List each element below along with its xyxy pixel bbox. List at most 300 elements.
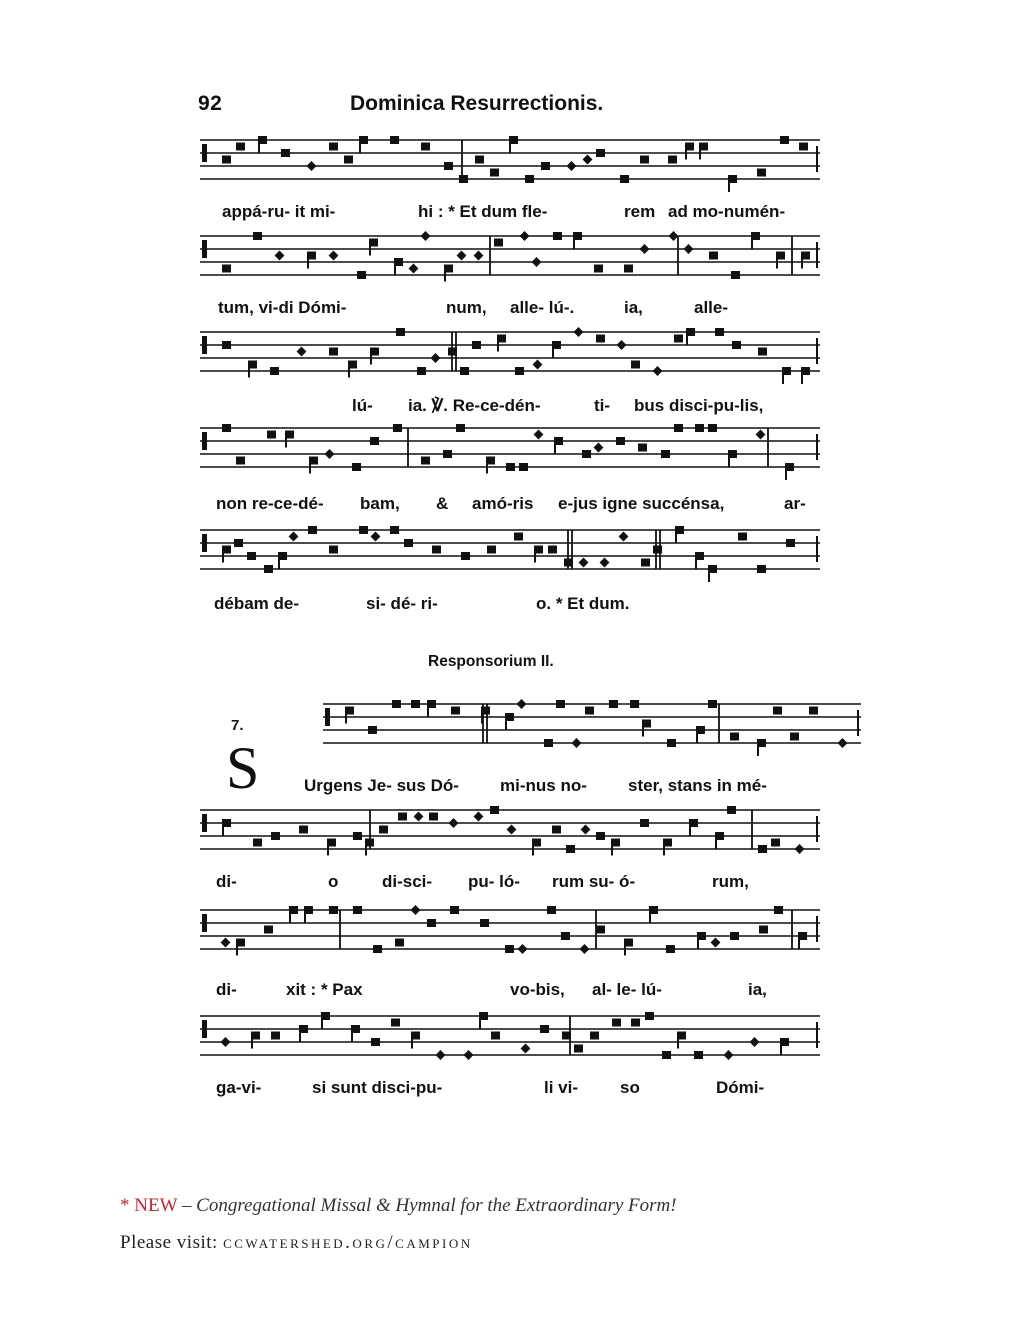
lyric-syllable: pu- ló- xyxy=(468,872,520,891)
neume xyxy=(663,839,672,856)
neume xyxy=(708,424,717,432)
neume xyxy=(782,367,791,384)
neume xyxy=(579,558,589,568)
neume xyxy=(299,826,308,834)
lyric-syllable: ti- xyxy=(594,396,611,415)
lyric-syllable: ad mo-numén- xyxy=(668,202,786,221)
neume xyxy=(757,169,766,177)
neume xyxy=(509,136,518,153)
neume xyxy=(258,136,267,153)
neume xyxy=(641,559,650,567)
neume xyxy=(490,169,499,177)
neume xyxy=(695,424,704,432)
footer-visit xyxy=(120,1232,473,1254)
neume xyxy=(684,244,694,254)
neume xyxy=(661,450,670,458)
neume xyxy=(475,156,484,164)
neume xyxy=(449,818,459,828)
lyric-syllable: so xyxy=(620,1078,640,1097)
neume xyxy=(505,713,514,730)
neume xyxy=(299,1025,308,1042)
neume xyxy=(297,347,307,357)
lyric-syllable: ar- xyxy=(784,494,806,513)
neume xyxy=(329,546,338,554)
lyric-syllable: o xyxy=(328,872,339,891)
neume xyxy=(460,367,469,375)
neume xyxy=(780,1038,789,1055)
neume xyxy=(738,533,747,541)
neume xyxy=(556,700,565,708)
neume xyxy=(490,806,499,814)
lyric-syllable: non re-ce-dé- xyxy=(216,494,324,513)
lyric-line xyxy=(200,202,820,226)
neume xyxy=(351,1025,360,1042)
lyric-syllable: alle- lú-. xyxy=(510,298,575,317)
neume xyxy=(345,707,354,724)
neume xyxy=(456,424,465,432)
neume xyxy=(727,806,736,814)
neume xyxy=(474,251,484,261)
clef-mark xyxy=(202,240,207,258)
lyric-syllable: xit : * Pax xyxy=(286,980,363,999)
neume xyxy=(267,431,276,439)
staff-lines xyxy=(282,700,902,752)
neume xyxy=(585,707,594,715)
neume xyxy=(521,1044,531,1054)
neume xyxy=(697,932,706,949)
neume xyxy=(640,156,649,164)
neume xyxy=(631,1019,640,1027)
chant-staff xyxy=(282,700,820,752)
neume xyxy=(547,906,556,914)
neume xyxy=(395,939,404,947)
neume xyxy=(373,945,382,953)
footer-url-link[interactable]: ccwatershed.org/campion xyxy=(223,1232,473,1253)
neume xyxy=(411,905,421,915)
initial-letter: S xyxy=(226,735,260,801)
neume xyxy=(359,136,368,153)
lyric-line xyxy=(200,298,820,322)
neume xyxy=(669,231,679,241)
neume xyxy=(234,539,243,547)
neume xyxy=(222,819,231,836)
neume xyxy=(369,239,378,256)
neume xyxy=(799,143,808,151)
lyric-syllable: si sunt disci-pu- xyxy=(312,1078,443,1097)
neume xyxy=(392,700,401,708)
neume xyxy=(773,707,782,715)
staff-lines xyxy=(200,232,820,284)
neume xyxy=(596,832,605,840)
neume xyxy=(596,926,605,934)
neume xyxy=(247,552,256,560)
neume xyxy=(653,546,662,554)
neume xyxy=(757,739,766,756)
neume xyxy=(624,265,633,273)
neume xyxy=(271,832,280,840)
neume xyxy=(750,1037,760,1047)
neume xyxy=(515,367,524,375)
neume xyxy=(352,463,361,471)
neume xyxy=(532,839,541,856)
neume xyxy=(432,546,441,554)
neume xyxy=(534,546,543,563)
neume xyxy=(474,812,484,822)
neume xyxy=(795,844,805,854)
neume xyxy=(724,1050,734,1060)
neume xyxy=(448,348,457,356)
neume xyxy=(411,1032,420,1049)
neume xyxy=(222,156,231,164)
neume xyxy=(786,539,795,547)
lyric-syllable: Dómi- xyxy=(716,1078,765,1097)
clef-mark xyxy=(325,708,330,726)
neume xyxy=(506,463,515,471)
neume xyxy=(444,265,453,282)
neume xyxy=(624,939,633,956)
lyric-syllable: Urgens Je- sus Dó- xyxy=(304,776,459,795)
neume xyxy=(572,738,582,748)
neume xyxy=(221,938,231,948)
neume xyxy=(236,143,245,151)
neume xyxy=(756,430,766,440)
neume xyxy=(348,361,357,378)
neume xyxy=(666,945,675,953)
neume xyxy=(594,265,603,273)
neume xyxy=(732,341,741,349)
lyric-syllable: ia, xyxy=(748,980,767,999)
neume xyxy=(631,361,640,369)
neume xyxy=(411,700,420,708)
neume xyxy=(520,231,530,241)
neume xyxy=(444,162,453,170)
neume xyxy=(640,819,649,827)
neume xyxy=(429,813,438,821)
neume xyxy=(642,720,651,737)
neume xyxy=(404,539,413,547)
lyric-syllable: hi : * Et dum fle- xyxy=(418,202,548,221)
staff-lines xyxy=(200,806,820,858)
neume xyxy=(393,424,402,432)
footer-new-label: NEW xyxy=(134,1195,178,1216)
lyric-syllable: di- xyxy=(216,872,237,891)
neume xyxy=(236,457,245,465)
neume xyxy=(728,450,737,467)
clef-mark xyxy=(202,1020,207,1038)
lyric-line xyxy=(200,396,820,420)
neume xyxy=(596,335,605,343)
neume xyxy=(685,143,694,160)
neume xyxy=(271,1032,280,1040)
neume xyxy=(221,1037,231,1047)
neume xyxy=(596,149,605,157)
neume xyxy=(281,149,290,157)
footer-promo xyxy=(120,1195,677,1217)
neume xyxy=(409,264,419,274)
neume xyxy=(359,526,368,534)
page-number: 92 xyxy=(198,92,223,115)
neume xyxy=(573,232,582,249)
neume xyxy=(285,431,294,448)
neume xyxy=(667,739,676,747)
neume xyxy=(562,1032,571,1040)
chant-number: 7. xyxy=(231,717,244,734)
lyric-syllable: ia. ℣. Re-ce-dén- xyxy=(408,396,541,415)
neume xyxy=(711,938,721,948)
staff-lines xyxy=(200,424,820,476)
clef-mark xyxy=(202,914,207,932)
neume xyxy=(368,726,377,734)
staff-lines xyxy=(200,136,820,188)
neume xyxy=(715,328,724,336)
neume xyxy=(561,932,570,940)
neume xyxy=(321,1012,330,1029)
staff-lines xyxy=(200,526,820,578)
neume xyxy=(487,546,496,554)
neume xyxy=(801,252,810,269)
neume xyxy=(731,271,740,279)
neume xyxy=(497,335,506,352)
neume xyxy=(694,1051,703,1059)
neume xyxy=(253,839,262,847)
neume xyxy=(645,1012,654,1020)
neume xyxy=(544,739,553,747)
lyric-syllable: ga-vi- xyxy=(216,1078,262,1097)
neume xyxy=(525,175,534,183)
chant-staff xyxy=(200,328,820,380)
footer-asterisk: * xyxy=(120,1195,130,1216)
footer-visit-label: Please visit: xyxy=(120,1232,218,1253)
neume xyxy=(612,1019,621,1027)
clef-mark xyxy=(202,814,207,832)
lyric-syllable: rem xyxy=(624,202,656,221)
neume xyxy=(677,1032,686,1049)
neume xyxy=(751,232,760,249)
neume xyxy=(370,437,379,445)
neume xyxy=(730,733,739,741)
neume xyxy=(427,700,436,717)
neume xyxy=(309,457,318,474)
neume xyxy=(494,239,503,247)
neume xyxy=(427,919,436,927)
neume xyxy=(431,353,441,363)
neume xyxy=(715,832,724,849)
neume xyxy=(344,156,353,164)
neume xyxy=(567,161,577,171)
neume xyxy=(329,348,338,356)
neume xyxy=(289,906,298,923)
neume xyxy=(396,328,405,336)
neume xyxy=(461,552,470,560)
neume xyxy=(640,244,650,254)
neume xyxy=(552,826,561,834)
neume xyxy=(689,819,698,836)
neume xyxy=(583,155,593,165)
neume xyxy=(611,839,620,856)
clef-mark xyxy=(202,336,207,354)
lyric-line xyxy=(200,980,820,1004)
neume xyxy=(590,1032,599,1040)
neume xyxy=(649,906,658,923)
neume xyxy=(391,1019,400,1027)
neume xyxy=(518,944,528,954)
neume xyxy=(580,944,590,954)
neume xyxy=(472,341,481,349)
neume xyxy=(325,449,335,459)
neume xyxy=(668,156,677,164)
neume xyxy=(517,699,527,709)
chant-staff xyxy=(200,906,820,958)
neume xyxy=(443,450,452,458)
neume xyxy=(653,366,663,376)
neume xyxy=(620,175,629,183)
lyric-syllable: al- le- lú- xyxy=(592,980,662,999)
clef-mark xyxy=(202,144,207,162)
neume xyxy=(809,707,818,715)
neume xyxy=(222,341,231,349)
neume xyxy=(327,839,336,856)
neume xyxy=(253,232,262,240)
neume xyxy=(289,532,299,542)
neume xyxy=(248,361,257,378)
neume xyxy=(479,1012,488,1029)
neume xyxy=(519,463,528,471)
neume xyxy=(709,252,718,260)
neume xyxy=(785,463,794,480)
neume xyxy=(533,360,543,370)
footer-dash: – xyxy=(181,1195,192,1216)
lyric-syllable: appá-ru- it mi- xyxy=(222,202,336,221)
neume xyxy=(674,424,683,432)
neume xyxy=(574,327,584,337)
neume xyxy=(696,726,705,743)
lyric-syllable: li vi- xyxy=(544,1078,579,1097)
clef-mark xyxy=(202,534,207,552)
neume xyxy=(481,707,490,724)
lyric-syllable: num, xyxy=(446,298,487,317)
lyric-line xyxy=(200,1078,820,1102)
neume xyxy=(758,348,767,356)
neume xyxy=(617,340,627,350)
neume xyxy=(630,700,639,708)
footer-description: Congregational Missal & Hymnal for the Extraordinary Form! xyxy=(196,1195,677,1216)
lyric-syllable: alle- xyxy=(694,298,729,317)
neume xyxy=(662,1051,671,1059)
neume xyxy=(251,1032,260,1049)
chant-staff xyxy=(200,232,820,284)
chant-staff xyxy=(200,806,820,858)
neume xyxy=(379,826,388,834)
neume xyxy=(304,906,313,923)
neume xyxy=(728,175,737,192)
lyric-syllable: ster, stans in mé- xyxy=(628,776,767,795)
neume xyxy=(507,825,517,835)
lyric-syllable: e-jus igne succénsa, xyxy=(558,494,725,513)
neume xyxy=(390,136,399,144)
neume xyxy=(486,457,495,474)
lyric-syllable: rum, xyxy=(712,872,749,891)
neume xyxy=(582,450,591,458)
lyric-syllable: rum su- ó- xyxy=(552,872,636,891)
neume xyxy=(398,813,407,821)
neume xyxy=(776,252,785,269)
neume xyxy=(532,257,542,267)
neume xyxy=(554,437,563,454)
neume xyxy=(353,906,362,914)
neume xyxy=(780,136,789,144)
neume xyxy=(505,945,514,953)
neume xyxy=(390,526,399,534)
neume xyxy=(540,1025,549,1033)
neume xyxy=(552,341,561,358)
chant-staff xyxy=(200,136,820,188)
neume xyxy=(758,845,767,853)
neume xyxy=(275,251,285,261)
lyric-line xyxy=(200,594,820,618)
neume xyxy=(464,1050,474,1060)
neume xyxy=(708,565,717,582)
neume xyxy=(222,265,231,273)
neume xyxy=(616,437,625,445)
neume xyxy=(450,906,459,914)
neume xyxy=(514,533,523,541)
neume xyxy=(695,552,704,569)
chant-staff xyxy=(200,526,820,578)
lyric-syllable: si- dé- ri- xyxy=(366,594,438,613)
neume xyxy=(480,919,489,927)
lyric-syllable: vo-bis, xyxy=(510,980,565,999)
neume xyxy=(457,251,467,261)
neume xyxy=(357,271,366,279)
neume xyxy=(600,558,610,568)
neume xyxy=(838,738,848,748)
neume xyxy=(421,231,431,241)
neume xyxy=(619,532,629,542)
lyric-syllable: bam, xyxy=(360,494,400,513)
neume xyxy=(329,906,338,914)
neume xyxy=(553,232,562,240)
neume xyxy=(417,367,426,375)
neume xyxy=(638,444,647,452)
lyric-line xyxy=(200,872,820,896)
neume xyxy=(308,526,317,534)
neume xyxy=(329,143,338,151)
neume xyxy=(675,526,684,543)
chant-staff xyxy=(200,1012,820,1064)
neume xyxy=(371,532,381,542)
neume xyxy=(566,845,575,853)
neume xyxy=(329,251,339,261)
neume xyxy=(564,559,573,567)
neume xyxy=(790,733,799,741)
neume xyxy=(394,258,403,275)
neume xyxy=(451,707,460,715)
neume xyxy=(699,143,708,160)
neume xyxy=(774,906,783,914)
lyric-syllable: ia, xyxy=(624,298,643,317)
neume xyxy=(307,161,317,171)
neume xyxy=(236,939,245,956)
neume xyxy=(594,443,604,453)
neume xyxy=(541,162,550,170)
neume xyxy=(264,565,273,573)
lyric-syllable: o. * Et dum. xyxy=(536,594,630,613)
neume xyxy=(708,700,717,708)
lyric-syllable: di-sci- xyxy=(382,872,433,891)
neume xyxy=(371,1038,380,1046)
lyric-line xyxy=(200,776,820,800)
lyric-syllable: di- xyxy=(216,980,237,999)
